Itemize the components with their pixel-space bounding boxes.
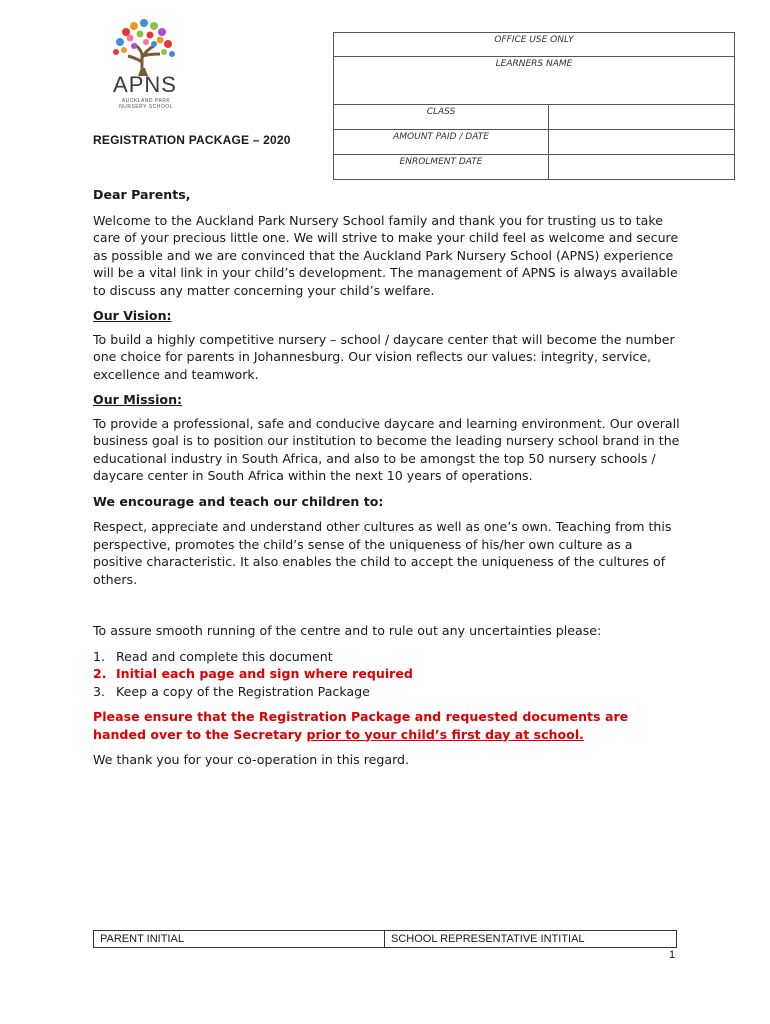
mission-paragraph: To provide a professional, safe and conducive daycare and learning environment. Our overall business goal is to position our institution to become the leading nursery school brand in the educational industry in South Africa, and also to be amongst the top 50 nursery schools / daycare center in South Africa within the next 10 years of operations. <box>93 415 680 483</box>
step-number: 2. <box>93 666 107 681</box>
assure-paragraph: To assure smooth running of the centre and to rule out any uncertainties please: <box>93 623 602 638</box>
school-initial-field[interactable] <box>385 931 677 948</box>
enrolment-date-label: ENROLMENT DATE <box>334 155 549 180</box>
letter-body <box>93 186 681 777</box>
vision-heading: Our Vision: <box>93 308 172 323</box>
learners-name-label: LEARNERS NAME <box>495 59 573 69</box>
class-value-cell[interactable] <box>549 105 735 130</box>
school-initial-label: SCHOOL REPRESENTATIVE INTITIAL <box>391 933 585 945</box>
greeting: Dear Parents, <box>93 187 191 202</box>
step-number: 1. <box>93 648 106 664</box>
mission-heading: Our Mission: <box>93 392 183 407</box>
list-item <box>93 665 681 683</box>
step-text: Initial each page and sign where required <box>116 666 413 681</box>
welcome-paragraph: Welcome to the Auckland Park Nursery School family and thank you for trusting us to take care of your precious little one. We will strive to make your child feel as welcome and secure as possible and we are convinced that the Auckland Park Nursery School (APNS) experience will be a vital link in your child’s development. The management of APNS is always available to discuss any matter concerning your child’s welfare. <box>93 212 679 298</box>
logo-subtitle: AUCKLAND PARK NURSERY SCHOOL <box>119 98 173 110</box>
enrolment-date-value-cell[interactable] <box>549 155 735 180</box>
list-item <box>93 683 681 701</box>
initials-table <box>93 930 677 948</box>
thanks-paragraph: We thank you for your co-operation in this regard. <box>93 752 410 767</box>
step-text: Read and complete this document <box>116 648 333 664</box>
list-item <box>93 648 681 666</box>
logo-text: APNS <box>113 72 177 97</box>
parent-initial-field[interactable] <box>94 931 385 948</box>
parent-initial-label: PARENT INITIAL <box>100 933 184 945</box>
encourage-heading: We encourage and teach our children to: <box>93 493 384 509</box>
amount-paid-label: AMOUNT PAID / DATE <box>334 130 549 155</box>
registration-title: REGISTRATION PACKAGE – 2020 <box>93 133 291 147</box>
office-use-table <box>333 32 735 180</box>
encourage-paragraph: Respect, appreciate and understand other cultures as well as one’s own. Teaching from this perspective, promotes the child’s sense of the uniqueness of his/her own culture as a positive characteristic. It also enables the child to accept the uniqueness of the cultures of others. <box>93 519 672 587</box>
vision-paragraph: To build a highly competitive nursery – school / daycare center that will become the number one choice for parents in Johannesburg. Our vision reflects our values: integrity, service, excellence and teamwork. <box>93 331 675 382</box>
notice-underlined: prior to your child’s first day at school. <box>306 726 584 742</box>
learners-name-field[interactable] <box>334 57 735 105</box>
notice-text: Please ensure that the Registration Package and requested documents are handed over to the Secretary <box>93 709 629 742</box>
office-use-header: OFFICE USE ONLY <box>334 33 735 57</box>
step-number: 3. <box>93 683 106 699</box>
step-text: Keep a copy of the Registration Package <box>116 683 370 699</box>
tree-logo-icon <box>104 18 186 78</box>
notice-paragraph <box>93 708 681 743</box>
page-number: 1 <box>669 949 676 961</box>
class-label: CLASS <box>334 105 549 130</box>
amount-paid-value-cell[interactable] <box>549 130 735 155</box>
steps-list <box>93 648 681 701</box>
school-logo <box>104 18 186 110</box>
